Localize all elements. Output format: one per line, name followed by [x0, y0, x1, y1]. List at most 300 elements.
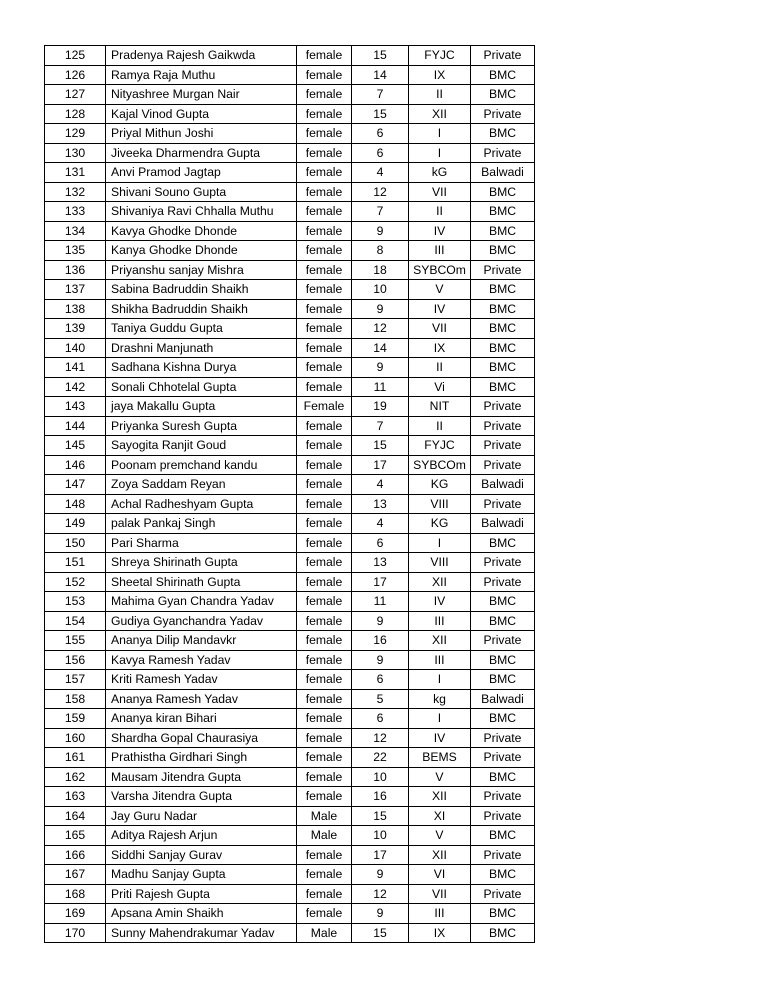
standard-cell: VII: [409, 182, 471, 202]
serial-number-cell: 161: [45, 748, 106, 768]
gender-cell: female: [297, 728, 352, 748]
student-name-cell: Gudiya Gyanchandra Yadav: [106, 611, 297, 631]
age-cell: 19: [352, 397, 409, 417]
standard-cell: NIT: [409, 397, 471, 417]
student-name-cell: Priyanshu sanjay Mishra: [106, 260, 297, 280]
gender-cell: female: [297, 319, 352, 339]
table-row: [45, 494, 535, 514]
age-cell: 17: [352, 572, 409, 592]
school-type-cell: BMC: [471, 923, 535, 943]
table-row: [45, 806, 535, 826]
standard-cell: VIII: [409, 553, 471, 573]
table-row: [45, 436, 535, 456]
age-cell: 15: [352, 104, 409, 124]
student-name-cell: Sayogita Ranjit Goud: [106, 436, 297, 456]
table-row: [45, 904, 535, 924]
age-cell: 11: [352, 377, 409, 397]
table-row: [45, 397, 535, 417]
student-name-cell: Kavya Ramesh Yadav: [106, 650, 297, 670]
standard-cell: FYJC: [409, 436, 471, 456]
table-row: [45, 748, 535, 768]
age-cell: 8: [352, 241, 409, 261]
gender-cell: female: [297, 650, 352, 670]
age-cell: 18: [352, 260, 409, 280]
gender-cell: female: [297, 182, 352, 202]
standard-cell: II: [409, 358, 471, 378]
student-name-cell: Apsana Amin Shaikh: [106, 904, 297, 924]
table-row: [45, 826, 535, 846]
serial-number-cell: 159: [45, 709, 106, 729]
table-row: [45, 182, 535, 202]
age-cell: 11: [352, 592, 409, 612]
school-type-cell: Balwadi: [471, 163, 535, 183]
serial-number-cell: 165: [45, 826, 106, 846]
school-type-cell: BMC: [471, 338, 535, 358]
student-name-cell: Shivaniya Ravi Chhalla Muthu: [106, 202, 297, 222]
school-type-cell: BMC: [471, 767, 535, 787]
school-type-cell: BMC: [471, 124, 535, 144]
serial-number-cell: 154: [45, 611, 106, 631]
age-cell: 15: [352, 46, 409, 66]
table-row: [45, 241, 535, 261]
serial-number-cell: 135: [45, 241, 106, 261]
school-type-cell: Private: [471, 631, 535, 651]
age-cell: 9: [352, 299, 409, 319]
gender-cell: female: [297, 85, 352, 105]
serial-number-cell: 125: [45, 46, 106, 66]
school-type-cell: BMC: [471, 377, 535, 397]
school-type-cell: BMC: [471, 280, 535, 300]
student-name-cell: Drashni Manjunath: [106, 338, 297, 358]
school-type-cell: BMC: [471, 241, 535, 261]
age-cell: 9: [352, 904, 409, 924]
gender-cell: female: [297, 475, 352, 495]
age-cell: 6: [352, 670, 409, 690]
school-type-cell: Private: [471, 46, 535, 66]
table-row: [45, 845, 535, 865]
standard-cell: VII: [409, 319, 471, 339]
student-name-cell: Poonam premchand kandu: [106, 455, 297, 475]
table-row: [45, 884, 535, 904]
school-type-cell: Private: [471, 845, 535, 865]
gender-cell: female: [297, 358, 352, 378]
table-row: [45, 650, 535, 670]
gender-cell: female: [297, 436, 352, 456]
gender-cell: female: [297, 163, 352, 183]
age-cell: 14: [352, 338, 409, 358]
gender-cell: Male: [297, 826, 352, 846]
student-name-cell: Ramya Raja Muthu: [106, 65, 297, 85]
standard-cell: kg: [409, 689, 471, 709]
student-name-cell: Kajal Vinod Gupta: [106, 104, 297, 124]
student-name-cell: Ananya kiran Bihari: [106, 709, 297, 729]
age-cell: 15: [352, 806, 409, 826]
serial-number-cell: 155: [45, 631, 106, 651]
standard-cell: I: [409, 124, 471, 144]
student-name-cell: Sadhana Kishna Durya: [106, 358, 297, 378]
serial-number-cell: 139: [45, 319, 106, 339]
age-cell: 12: [352, 728, 409, 748]
gender-cell: female: [297, 416, 352, 436]
table-row: [45, 104, 535, 124]
gender-cell: Male: [297, 806, 352, 826]
student-name-cell: Kavya Ghodke Dhonde: [106, 221, 297, 241]
school-type-cell: Private: [471, 572, 535, 592]
gender-cell: female: [297, 104, 352, 124]
serial-number-cell: 144: [45, 416, 106, 436]
school-type-cell: BMC: [471, 182, 535, 202]
standard-cell: I: [409, 143, 471, 163]
standard-cell: IV: [409, 728, 471, 748]
table-row: [45, 65, 535, 85]
gender-cell: Female: [297, 397, 352, 417]
standard-cell: BEMS: [409, 748, 471, 768]
gender-cell: female: [297, 709, 352, 729]
school-type-cell: Private: [471, 260, 535, 280]
table-row: [45, 319, 535, 339]
standard-cell: kG: [409, 163, 471, 183]
student-name-cell: Prathistha Girdhari Singh: [106, 748, 297, 768]
standard-cell: III: [409, 904, 471, 924]
standard-cell: KG: [409, 475, 471, 495]
age-cell: 12: [352, 182, 409, 202]
student-name-cell: Sheetal Shirinath Gupta: [106, 572, 297, 592]
school-type-cell: Private: [471, 884, 535, 904]
student-name-cell: Aditya Rajesh Arjun: [106, 826, 297, 846]
student-name-cell: Shardha Gopal Chaurasiya: [106, 728, 297, 748]
gender-cell: female: [297, 592, 352, 612]
standard-cell: Vi: [409, 377, 471, 397]
table-row: [45, 377, 535, 397]
serial-number-cell: 136: [45, 260, 106, 280]
table-row: [45, 767, 535, 787]
school-type-cell: Private: [471, 436, 535, 456]
serial-number-cell: 134: [45, 221, 106, 241]
table-row: [45, 85, 535, 105]
student-name-cell: Shivani Souno Gupta: [106, 182, 297, 202]
student-name-cell: Pradenya Rajesh Gaikwda: [106, 46, 297, 66]
table-row: [45, 475, 535, 495]
school-type-cell: BMC: [471, 358, 535, 378]
serial-number-cell: 147: [45, 475, 106, 495]
table-row: [45, 338, 535, 358]
age-cell: 15: [352, 923, 409, 943]
school-type-cell: Private: [471, 806, 535, 826]
gender-cell: female: [297, 884, 352, 904]
table-row: [45, 592, 535, 612]
table-row: [45, 143, 535, 163]
gender-cell: female: [297, 553, 352, 573]
age-cell: 9: [352, 611, 409, 631]
gender-cell: female: [297, 787, 352, 807]
gender-cell: female: [297, 514, 352, 534]
school-type-cell: BMC: [471, 904, 535, 924]
standard-cell: VII: [409, 884, 471, 904]
age-cell: 6: [352, 533, 409, 553]
age-cell: 13: [352, 553, 409, 573]
table-row: [45, 260, 535, 280]
age-cell: 10: [352, 280, 409, 300]
standard-cell: VIII: [409, 494, 471, 514]
age-cell: 15: [352, 436, 409, 456]
school-type-cell: Private: [471, 748, 535, 768]
school-type-cell: BMC: [471, 221, 535, 241]
school-type-cell: BMC: [471, 826, 535, 846]
school-type-cell: Private: [471, 397, 535, 417]
serial-number-cell: 163: [45, 787, 106, 807]
age-cell: 5: [352, 689, 409, 709]
student-name-cell: Zoya Saddam Reyan: [106, 475, 297, 495]
serial-number-cell: 140: [45, 338, 106, 358]
gender-cell: female: [297, 143, 352, 163]
gender-cell: female: [297, 124, 352, 144]
standard-cell: III: [409, 611, 471, 631]
age-cell: 4: [352, 514, 409, 534]
serial-number-cell: 137: [45, 280, 106, 300]
student-name-cell: Ananya Ramesh Yadav: [106, 689, 297, 709]
school-type-cell: BMC: [471, 85, 535, 105]
student-name-cell: Siddhi Sanjay Gurav: [106, 845, 297, 865]
student-name-cell: Priyanka Suresh Gupta: [106, 416, 297, 436]
age-cell: 9: [352, 865, 409, 885]
serial-number-cell: 170: [45, 923, 106, 943]
student-name-cell: Shikha Badruddin Shaikh: [106, 299, 297, 319]
age-cell: 16: [352, 631, 409, 651]
standard-cell: IX: [409, 65, 471, 85]
standard-cell: IV: [409, 299, 471, 319]
school-type-cell: BMC: [471, 709, 535, 729]
age-cell: 17: [352, 845, 409, 865]
age-cell: 17: [352, 455, 409, 475]
table-row: [45, 728, 535, 748]
age-cell: 7: [352, 202, 409, 222]
school-type-cell: BMC: [471, 611, 535, 631]
student-name-cell: Kriti Ramesh Yadav: [106, 670, 297, 690]
serial-number-cell: 166: [45, 845, 106, 865]
gender-cell: female: [297, 455, 352, 475]
table-row: [45, 124, 535, 144]
gender-cell: female: [297, 221, 352, 241]
student-name-cell: Achal Radheshyam Gupta: [106, 494, 297, 514]
student-name-cell: Sunny Mahendrakumar Yadav: [106, 923, 297, 943]
serial-number-cell: 126: [45, 65, 106, 85]
serial-number-cell: 156: [45, 650, 106, 670]
age-cell: 6: [352, 143, 409, 163]
school-type-cell: Balwadi: [471, 475, 535, 495]
standard-cell: II: [409, 202, 471, 222]
serial-number-cell: 152: [45, 572, 106, 592]
table-row: [45, 416, 535, 436]
standard-cell: VI: [409, 865, 471, 885]
serial-number-cell: 132: [45, 182, 106, 202]
standard-cell: KG: [409, 514, 471, 534]
standard-cell: V: [409, 826, 471, 846]
table-row: [45, 572, 535, 592]
standard-cell: SYBCOm: [409, 260, 471, 280]
school-type-cell: Private: [471, 455, 535, 475]
serial-number-cell: 153: [45, 592, 106, 612]
school-type-cell: Private: [471, 104, 535, 124]
standard-cell: I: [409, 533, 471, 553]
table-row: [45, 514, 535, 534]
table-row: [45, 631, 535, 651]
school-type-cell: Private: [471, 787, 535, 807]
student-name-cell: Priti Rajesh Gupta: [106, 884, 297, 904]
student-name-cell: Sonali Chhotelal Gupta: [106, 377, 297, 397]
standard-cell: V: [409, 767, 471, 787]
serial-number-cell: 131: [45, 163, 106, 183]
standard-cell: SYBCOm: [409, 455, 471, 475]
school-type-cell: Private: [471, 494, 535, 514]
table-row: [45, 299, 535, 319]
gender-cell: female: [297, 845, 352, 865]
serial-number-cell: 168: [45, 884, 106, 904]
serial-number-cell: 160: [45, 728, 106, 748]
table-row: [45, 611, 535, 631]
student-name-cell: Jay Guru Nadar: [106, 806, 297, 826]
age-cell: 7: [352, 85, 409, 105]
standard-cell: XII: [409, 104, 471, 124]
gender-cell: Male: [297, 923, 352, 943]
serial-number-cell: 145: [45, 436, 106, 456]
school-type-cell: BMC: [471, 319, 535, 339]
school-type-cell: Balwadi: [471, 689, 535, 709]
gender-cell: female: [297, 280, 352, 300]
student-name-cell: Taniya Guddu Gupta: [106, 319, 297, 339]
age-cell: 6: [352, 124, 409, 144]
serial-number-cell: 138: [45, 299, 106, 319]
serial-number-cell: 158: [45, 689, 106, 709]
gender-cell: female: [297, 689, 352, 709]
age-cell: 12: [352, 884, 409, 904]
gender-cell: female: [297, 631, 352, 651]
standard-cell: XII: [409, 787, 471, 807]
table-row: [45, 689, 535, 709]
table-row: [45, 221, 535, 241]
table-row: [45, 670, 535, 690]
age-cell: 16: [352, 787, 409, 807]
school-type-cell: Private: [471, 728, 535, 748]
student-name-cell: Mausam Jitendra Gupta: [106, 767, 297, 787]
standard-cell: IV: [409, 592, 471, 612]
age-cell: 10: [352, 767, 409, 787]
standard-cell: IV: [409, 221, 471, 241]
table-row: [45, 709, 535, 729]
serial-number-cell: 148: [45, 494, 106, 514]
age-cell: 12: [352, 319, 409, 339]
table-row: [45, 923, 535, 943]
serial-number-cell: 143: [45, 397, 106, 417]
student-name-cell: Jiveeka Dharmendra Gupta: [106, 143, 297, 163]
table-row: [45, 865, 535, 885]
serial-number-cell: 129: [45, 124, 106, 144]
gender-cell: female: [297, 46, 352, 66]
gender-cell: female: [297, 65, 352, 85]
gender-cell: female: [297, 865, 352, 885]
serial-number-cell: 157: [45, 670, 106, 690]
roster-body: [45, 46, 535, 943]
table-row: [45, 533, 535, 553]
age-cell: 4: [352, 475, 409, 495]
standard-cell: XII: [409, 572, 471, 592]
student-name-cell: Pari Sharma: [106, 533, 297, 553]
gender-cell: female: [297, 299, 352, 319]
age-cell: 10: [352, 826, 409, 846]
standard-cell: XI: [409, 806, 471, 826]
gender-cell: female: [297, 572, 352, 592]
school-type-cell: Private: [471, 553, 535, 573]
table-row: [45, 787, 535, 807]
standard-cell: XII: [409, 845, 471, 865]
gender-cell: female: [297, 533, 352, 553]
gender-cell: female: [297, 241, 352, 261]
gender-cell: female: [297, 670, 352, 690]
standard-cell: II: [409, 85, 471, 105]
table-row: [45, 46, 535, 66]
table-row: [45, 455, 535, 475]
school-type-cell: BMC: [471, 299, 535, 319]
serial-number-cell: 128: [45, 104, 106, 124]
standard-cell: IX: [409, 338, 471, 358]
student-name-cell: palak Pankaj Singh: [106, 514, 297, 534]
serial-number-cell: 169: [45, 904, 106, 924]
school-type-cell: Private: [471, 416, 535, 436]
age-cell: 9: [352, 650, 409, 670]
serial-number-cell: 146: [45, 455, 106, 475]
school-type-cell: BMC: [471, 650, 535, 670]
age-cell: 4: [352, 163, 409, 183]
standard-cell: II: [409, 416, 471, 436]
student-name-cell: Ananya Dilip Mandavkr: [106, 631, 297, 651]
gender-cell: female: [297, 377, 352, 397]
serial-number-cell: 162: [45, 767, 106, 787]
standard-cell: XII: [409, 631, 471, 651]
gender-cell: female: [297, 611, 352, 631]
gender-cell: female: [297, 338, 352, 358]
serial-number-cell: 150: [45, 533, 106, 553]
student-name-cell: Varsha Jitendra Gupta: [106, 787, 297, 807]
standard-cell: IX: [409, 923, 471, 943]
age-cell: 6: [352, 709, 409, 729]
gender-cell: female: [297, 767, 352, 787]
school-type-cell: BMC: [471, 865, 535, 885]
school-type-cell: Private: [471, 143, 535, 163]
standard-cell: III: [409, 650, 471, 670]
school-type-cell: BMC: [471, 65, 535, 85]
age-cell: 22: [352, 748, 409, 768]
standard-cell: V: [409, 280, 471, 300]
standard-cell: I: [409, 670, 471, 690]
student-name-cell: Anvi Pramod Jagtap: [106, 163, 297, 183]
student-name-cell: jaya Makallu Gupta: [106, 397, 297, 417]
student-name-cell: Mahima Gyan Chandra Yadav: [106, 592, 297, 612]
student-roster-table: [44, 45, 535, 943]
standard-cell: I: [409, 709, 471, 729]
gender-cell: female: [297, 202, 352, 222]
student-name-cell: Nityashree Murgan Nair: [106, 85, 297, 105]
table-row: [45, 163, 535, 183]
age-cell: 13: [352, 494, 409, 514]
school-type-cell: BMC: [471, 202, 535, 222]
student-name-cell: Kanya Ghodke Dhonde: [106, 241, 297, 261]
serial-number-cell: 149: [45, 514, 106, 534]
gender-cell: female: [297, 748, 352, 768]
gender-cell: female: [297, 260, 352, 280]
table-row: [45, 202, 535, 222]
standard-cell: FYJC: [409, 46, 471, 66]
table-row: [45, 553, 535, 573]
school-type-cell: BMC: [471, 670, 535, 690]
